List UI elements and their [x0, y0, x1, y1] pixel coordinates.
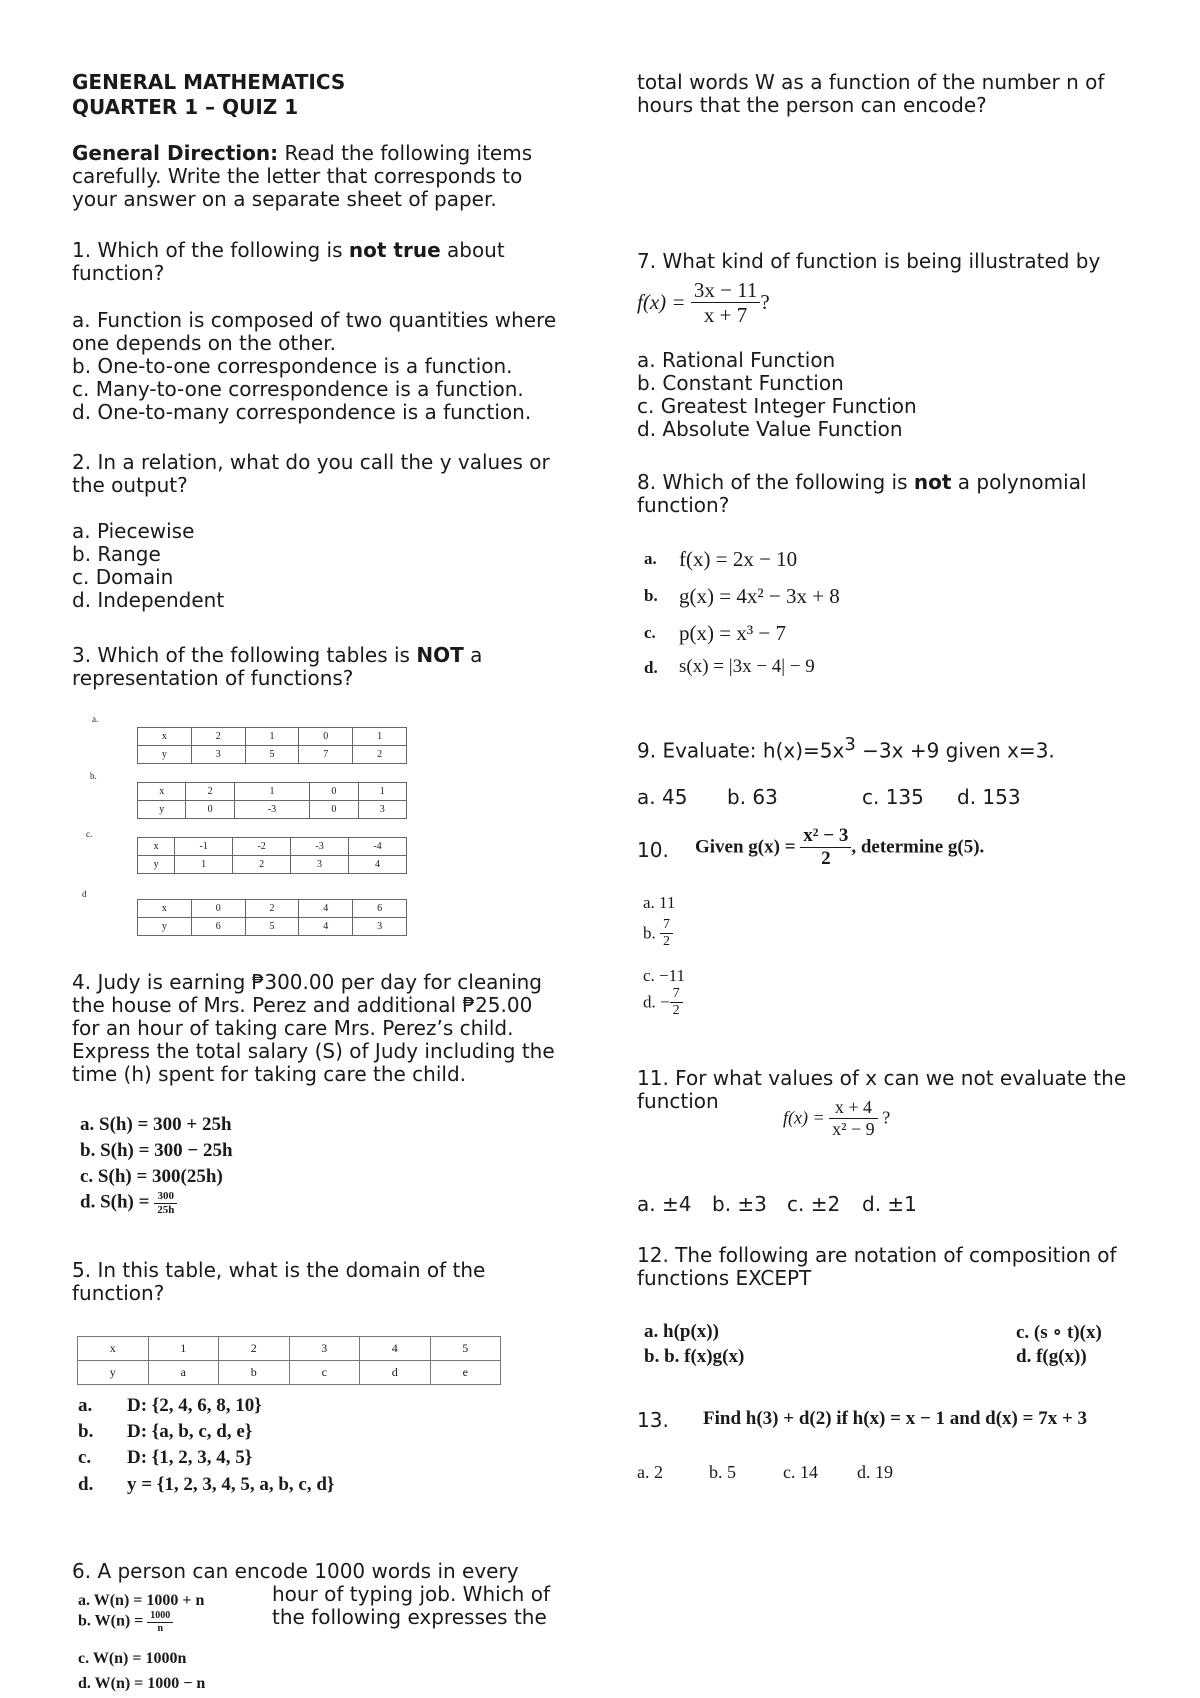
- q4-stem: 4. Judy is earning ₱300.00 per day for cleaning: [72, 970, 542, 994]
- cell: 1: [148, 1337, 219, 1361]
- q10-fraction-den: 2: [821, 847, 831, 869]
- q10-stem: [695, 825, 984, 870]
- cell: y: [138, 801, 186, 819]
- directions-line: your answer on a separate sheet of paper.: [72, 187, 497, 211]
- q10-choice: [643, 986, 683, 1019]
- q8-choice: p(x) = x³ − 7: [679, 621, 786, 645]
- q10-fraction: [800, 825, 851, 870]
- cell: -1: [175, 838, 233, 856]
- q7-fraction-den: x + 7: [703, 303, 748, 328]
- q12-choice: c. (s ∘ t)(x): [1016, 1322, 1102, 1343]
- cell: x: [138, 783, 186, 801]
- q11-choice: d. ±1: [862, 1192, 917, 1216]
- q5-choice: D: {2, 4, 6, 8, 10}: [127, 1395, 262, 1416]
- q6-fraction-den: n: [157, 1622, 164, 1634]
- q7-choice: b. Constant Function: [637, 371, 844, 395]
- q7-stem: 7. What kind of function is being illustrated by: [637, 249, 1101, 273]
- cell: d: [360, 1361, 431, 1385]
- q6-choice: d. W(n) = 1000 − n: [78, 1675, 206, 1692]
- q7-choice: c. Greatest Integer Function: [637, 394, 917, 418]
- page-title: GENERAL MATHEMATICS: [72, 70, 346, 94]
- q4-fraction: [154, 1190, 177, 1216]
- q1-stem-text: about: [440, 238, 505, 262]
- q8-choice-label: d.: [644, 658, 658, 677]
- cell: y: [78, 1361, 149, 1385]
- cell: 0: [299, 728, 353, 746]
- q4-choice-text: d. S(h) =: [80, 1191, 155, 1213]
- q10-fraction-den: 2: [663, 934, 670, 950]
- cell: 0: [191, 900, 245, 918]
- q12-choice: d. f(g(x)): [1016, 1346, 1087, 1367]
- q9-stem: [637, 733, 1055, 763]
- q8-stem: [637, 471, 1087, 494]
- q5-stem-line: function?: [72, 1281, 165, 1305]
- cell: y: [138, 746, 192, 764]
- q9-stem-text: −3x +9 given x=3.: [855, 738, 1055, 763]
- q8-stem-text: 8. Which of the following is: [637, 470, 914, 494]
- q7-choice: d. Absolute Value Function: [637, 417, 903, 441]
- q6-stem-line: hour of typing job. Which of: [272, 1582, 550, 1606]
- q1-emphasis: not true: [348, 238, 441, 262]
- q6-stem: 6. A person can encode 1000 words in every: [72, 1559, 519, 1583]
- directions-text: Read the following items: [278, 141, 533, 165]
- q12-stem: 12. The following are notation of composition of: [637, 1243, 1117, 1267]
- q13-stem: Find h(3) + d(2) if h(x) = x − 1 and d(x) = 7x + 3: [703, 1408, 1088, 1429]
- q4-stem-line: time (h) spent for taking care the child.: [72, 1062, 467, 1086]
- q5-choice: y = {1, 2, 3, 4, 5, a, b, c, d}: [127, 1474, 335, 1495]
- cell: e: [430, 1361, 501, 1385]
- cell: 2: [191, 728, 245, 746]
- q5-choice: D: {a, b, c, d, e}: [127, 1421, 253, 1442]
- cell: 3: [291, 856, 349, 874]
- q4-choice: a. S(h) = 300 + 25h: [80, 1114, 232, 1135]
- cell: 1: [358, 783, 406, 801]
- q2-stem-line: the output?: [72, 473, 188, 497]
- q3-table-d: [137, 899, 407, 936]
- q11-fraction-den: x² − 9: [832, 1118, 875, 1139]
- cell: 4: [299, 918, 353, 936]
- q8-choice-label: a.: [644, 549, 657, 568]
- q9-stem-text: 9. Evaluate: h(x)=5x: [637, 738, 845, 763]
- cell: 1: [175, 856, 233, 874]
- q9-exponent: 3: [844, 734, 856, 755]
- cell: x: [78, 1337, 149, 1361]
- cell: x: [138, 728, 192, 746]
- q11-formula: [783, 1097, 890, 1139]
- cell: a: [148, 1361, 219, 1385]
- q11-stem: 11. For what values of x can we not evaluate the: [637, 1066, 1127, 1090]
- q9-choice: a. 45: [637, 785, 688, 809]
- q3-table-label: c.: [86, 829, 93, 839]
- cell: -3: [234, 801, 309, 819]
- cell: 5: [245, 746, 299, 764]
- q8-choice: f(x) = 2x − 10: [679, 547, 798, 571]
- q10-determine: , determine g(5).: [851, 836, 985, 858]
- q12-choice: a. h(p(x)): [644, 1321, 719, 1342]
- q4-stem-line: the house of Mrs. Perez and additional ₱25.00: [72, 993, 533, 1017]
- q10-choice-label: d. −: [643, 992, 670, 1012]
- q10-choice: c. −11: [643, 966, 686, 985]
- q10-fraction-num: 7: [660, 917, 673, 934]
- cell: 4: [299, 900, 353, 918]
- q5-choice: D: {1, 2, 3, 4, 5}: [127, 1447, 253, 1468]
- cell: -2: [233, 838, 291, 856]
- cell: 4: [349, 856, 407, 874]
- cell: b: [219, 1361, 290, 1385]
- q10-choice-label: b.: [643, 923, 656, 943]
- cell: x: [138, 838, 175, 856]
- cell: 3: [289, 1337, 360, 1361]
- q10-choice: a. 11: [643, 893, 676, 912]
- q8-choice-label: c.: [644, 623, 656, 642]
- cell: x: [138, 900, 192, 918]
- cell: 2: [245, 900, 299, 918]
- q4-choice: b. S(h) = 300 − 25h: [80, 1140, 233, 1161]
- q10-choice: [643, 917, 673, 950]
- q10-fraction-den: 2: [672, 1003, 680, 1019]
- q10-fraction-num: x² − 3: [800, 825, 851, 848]
- q5-choice-label: b.: [78, 1421, 94, 1442]
- q5-choice-label: a.: [78, 1395, 93, 1416]
- q13-choice: d. 19: [857, 1462, 893, 1482]
- q7-fraction: [691, 278, 761, 327]
- cell: y: [138, 918, 192, 936]
- q8-choice: g(x) = 4x² − 3x + 8: [679, 584, 840, 608]
- directions: [72, 142, 532, 165]
- q1-choice: b. One-to-one correspondence is a function.: [72, 354, 513, 378]
- directions-line: carefully. Write the letter that corresponds to: [72, 164, 523, 188]
- q6-stem-line: the following expresses the: [272, 1605, 547, 1629]
- cell: 1: [353, 728, 407, 746]
- q7-formula-q: ?: [760, 290, 770, 315]
- q8-choice: s(x) = |3x − 4| − 9: [679, 656, 815, 677]
- q3-stem-text: a: [463, 643, 483, 667]
- q6-choice-text: b. W(n) =: [78, 1612, 148, 1630]
- q12-choice: b. b. f(x)g(x): [644, 1346, 745, 1367]
- cell: 5: [245, 918, 299, 936]
- q3-table-label: b.: [90, 771, 97, 781]
- q4-fraction-num: 300: [154, 1190, 177, 1204]
- cell: 5: [430, 1337, 501, 1361]
- q11-fraction: [829, 1097, 878, 1139]
- q2-choice: a. Piecewise: [72, 519, 195, 543]
- q3-stem: [72, 644, 482, 667]
- q9-choice: c. 135: [862, 785, 924, 809]
- q3-stem-text: 3. Which of the following tables is: [72, 643, 417, 667]
- q10-given: Given g(x) =: [695, 836, 796, 858]
- q4-stem-line: Express the total salary (S) of Judy including the: [72, 1039, 555, 1063]
- q5-choice-label: d.: [78, 1474, 94, 1495]
- q2-choice: c. Domain: [72, 565, 174, 589]
- q7-formula: [637, 278, 770, 327]
- cell: -4: [349, 838, 407, 856]
- page-subtitle: QUARTER 1 – QUIZ 1: [72, 95, 299, 119]
- q6-choice: [78, 1610, 173, 1634]
- q13-choice: b. 5: [709, 1462, 736, 1482]
- q5-table: [77, 1336, 501, 1385]
- q3-stem-line: representation of functions?: [72, 666, 354, 690]
- directions-label: General Direction:: [72, 141, 279, 165]
- cell: 6: [353, 900, 407, 918]
- q11-choice: c. ±2: [787, 1192, 841, 1216]
- q7-fraction-num: 3x − 11: [691, 278, 761, 303]
- q3-emphasis: NOT: [416, 643, 464, 667]
- q6-choice: c. W(n) = 1000n: [78, 1650, 187, 1667]
- q3-table-label: d: [82, 889, 87, 899]
- q1-choice: one depends on the other.: [72, 331, 336, 355]
- q10-number: 10.: [637, 838, 669, 862]
- cell: 1: [245, 728, 299, 746]
- q3-table-label: a.: [92, 714, 99, 724]
- cell: 3: [358, 801, 406, 819]
- q8-stem-line: function?: [637, 493, 730, 517]
- cell: -3: [291, 838, 349, 856]
- q6-fraction-num: 1000: [147, 1610, 173, 1623]
- q11-choice: a. ±4: [637, 1192, 692, 1216]
- q10-fraction-b: [660, 917, 673, 950]
- q5-choice-label: c.: [78, 1447, 92, 1468]
- q6-stem-line: hours that the person can encode?: [637, 93, 987, 117]
- q11-fraction-num: x + 4: [829, 1097, 878, 1119]
- cell: 0: [310, 801, 358, 819]
- cell: 0: [186, 801, 234, 819]
- cell: c: [289, 1361, 360, 1385]
- q9-choice: b. 63: [727, 785, 778, 809]
- q2-choice: d. Independent: [72, 588, 225, 612]
- q3-table-b: [137, 782, 407, 819]
- q2-stem: 2. In a relation, what do you call the y values or: [72, 450, 550, 474]
- q11-choice: b. ±3: [712, 1192, 767, 1216]
- q13-choice: a. 2: [637, 1462, 663, 1482]
- q3-table-c: [137, 837, 407, 874]
- q1-stem: [72, 239, 505, 262]
- q8-choice-label: b.: [644, 586, 658, 605]
- q1-choice: c. Many-to-one correspondence is a function.: [72, 377, 524, 401]
- q13-choice: c. 14: [783, 1462, 818, 1482]
- q11-stem-line: function: [637, 1089, 719, 1113]
- q12-stem-line: functions EXCEPT: [637, 1266, 812, 1290]
- cell: 2: [353, 746, 407, 764]
- cell: 2: [186, 783, 234, 801]
- q7-choice: a. Rational Function: [637, 348, 836, 372]
- q6-fraction: [147, 1610, 173, 1634]
- q1-stem-line: function?: [72, 261, 165, 285]
- q11-formula-lhs: f(x) =: [783, 1107, 825, 1128]
- q10-fraction-num: 7: [670, 986, 683, 1003]
- q9-choice: d. 153: [957, 785, 1021, 809]
- q6-stem-line: total words W as a function of the number n of: [637, 70, 1105, 94]
- cell: 2: [233, 856, 291, 874]
- q4-stem-line: for an hour of taking care Mrs. Perez’s child.: [72, 1016, 514, 1040]
- q3-table-a: [137, 727, 407, 764]
- cell: 0: [310, 783, 358, 801]
- q7-formula-lhs: f(x) =: [637, 290, 686, 315]
- cell: y: [138, 856, 175, 874]
- q4-fraction-den: 25h: [157, 1203, 175, 1216]
- q8-stem-text: a polynomial: [951, 470, 1087, 494]
- cell: 4: [360, 1337, 431, 1361]
- q13-number: 13.: [637, 1408, 669, 1432]
- cell: 3: [191, 746, 245, 764]
- q10-fraction-d: [670, 986, 683, 1019]
- q1-choice: a. Function is composed of two quantities where: [72, 308, 557, 332]
- q5-stem: 5. In this table, what is the domain of the: [72, 1258, 486, 1282]
- q6-choice: a. W(n) = 1000 + n: [78, 1592, 205, 1609]
- q2-choice: b. Range: [72, 542, 161, 566]
- cell: 7: [299, 746, 353, 764]
- q1-stem-text: 1. Which of the following is: [72, 238, 349, 262]
- cell: 3: [353, 918, 407, 936]
- q1-choice: d. One-to-many correspondence is a function.: [72, 400, 532, 424]
- q8-emphasis: not: [913, 470, 952, 494]
- q4-choice: c. S(h) = 300(25h): [80, 1166, 223, 1187]
- cell: 6: [191, 918, 245, 936]
- cell: 2: [219, 1337, 290, 1361]
- q11-formula-q: ?: [882, 1107, 891, 1128]
- q4-choice: [80, 1190, 177, 1216]
- cell: 1: [234, 783, 309, 801]
